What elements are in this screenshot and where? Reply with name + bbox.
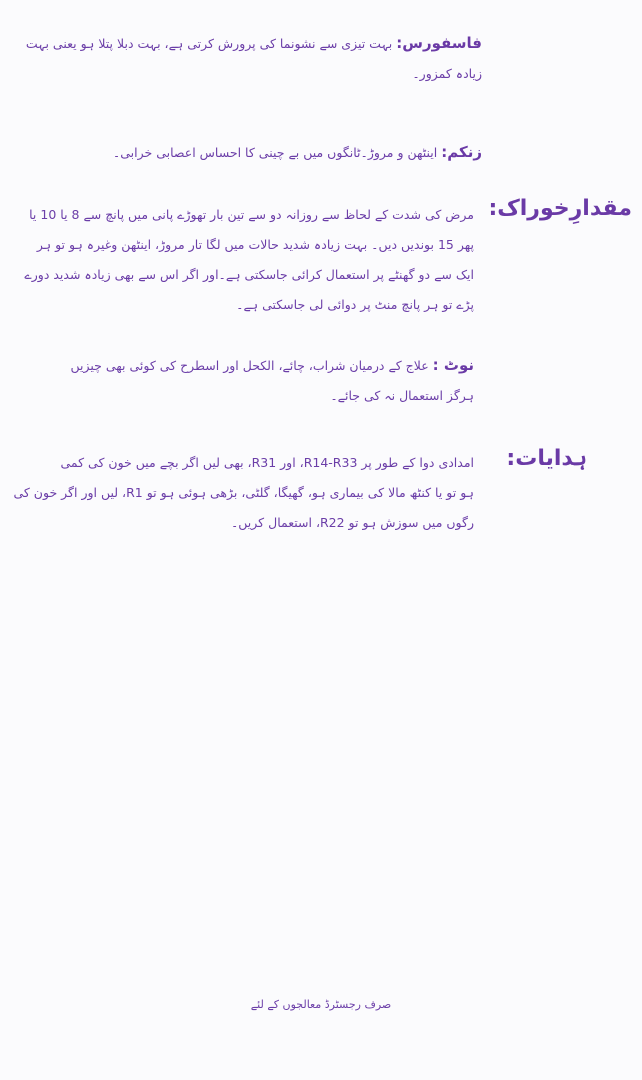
dosage-line-2: پھر 15 بوندیں دیں۔ بہت زیادہ شدید حالات میں لگا تار مروڑ، اینٹھن وغیرہ ہو تو ہر (36, 237, 474, 252)
dosage-line-1: مرض کی شدت کے لحاظ سے روزانہ دو سے تین بار تھوڑے پانی میں پانچ سے 8 یا 10 یا (29, 207, 474, 222)
zincum-label: زنکم: (441, 143, 482, 161)
dosage-line-4: پڑے تو ہر پانچ منٹ پر دوائی لی جاسکتی ہے۔ (236, 297, 474, 312)
phosphorus-label: فاسفورس: (396, 34, 482, 52)
note-line-1 (54, 350, 474, 381)
instructions-line-2: ہو تو یا کنٹھ مالا کی بیماری ہو، گھیگا، گلٹی، بڑھی ہوئی ہو تو R1، لیں اور اگر خون کی (13, 485, 474, 500)
zincum-text: اینٹھن و مروڑ۔ٹانگوں میں بے چینی کا احساس اعصابی خرابی۔ (112, 145, 438, 160)
page-footer: صرف رجسٹرڈ معالجوں کے لئے (250, 998, 392, 1011)
note-text-2: ہرگز استعمال نہ کی جائے۔ (330, 388, 474, 403)
instructions-heading: ہدایات: (506, 446, 587, 471)
phosphorus-line-1 (25, 28, 482, 59)
note-text-1: علاج کے درمیان شراب، چائے، الکحل اور اسطرح کی کوئی بھی چیزیں (70, 358, 429, 373)
zincum-line (62, 137, 482, 168)
note-entry (54, 350, 474, 411)
dosage-body (24, 200, 474, 320)
phosphorus-text-1: بہت تیزی سے نشونما کی پرورش کرتی ہے، بہت دبلا پتلا ہو یعنی بہت (25, 36, 393, 51)
instructions-body (13, 448, 474, 538)
phosphorus-text-2: زیادہ کمزور۔ (412, 66, 482, 81)
zincum-entry (62, 137, 482, 168)
dosage-line-3: ایک سے دو گھنٹے پر استعمال کرائی جاسکتی ہے۔اور اگر اس سے بھی زیادہ شدید دورے (24, 267, 474, 282)
note-label: نوٹ : (432, 356, 474, 374)
instructions-line-1: امدادی دوا کے طور پر R14-R33، اور R31، بھی لیں اگر بچے میں خون کی کمی (60, 455, 474, 470)
phosphorus-entry (25, 28, 482, 89)
instructions-line-3: رگوں میں سوزش ہو تو R22، استعمال کریں۔ (230, 515, 474, 530)
dosage-heading: مقدارِخوراک: (488, 196, 632, 221)
